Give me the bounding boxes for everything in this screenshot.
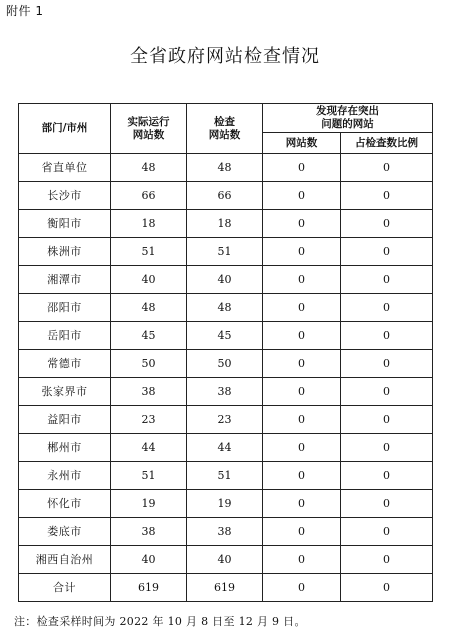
header-running-line2: 网站数 xyxy=(132,128,165,141)
table-row xyxy=(19,462,433,490)
cell-issue-count: 0 xyxy=(263,546,341,574)
header-checked-line1: 检查 xyxy=(214,115,235,128)
table-body xyxy=(19,154,433,602)
header-issue-ratio: 占检查数比例 xyxy=(341,133,433,154)
cell-running-sites: 18 xyxy=(111,210,187,238)
table-row xyxy=(19,490,433,518)
cell-checked-sites: 66 xyxy=(187,182,263,210)
cell-issue-ratio: 0 xyxy=(341,238,433,266)
cell-issue-ratio: 0 xyxy=(341,434,433,462)
cell-issue-count: 0 xyxy=(263,266,341,294)
cell-issue-ratio: 0 xyxy=(341,322,433,350)
cell-dept-name: 怀化市 xyxy=(19,490,111,518)
header-running-sites xyxy=(111,104,187,154)
cell-running-sites: 45 xyxy=(111,322,187,350)
cell-issue-ratio: 0 xyxy=(341,462,433,490)
cell-running-sites: 48 xyxy=(111,154,187,182)
inspection-table xyxy=(18,103,433,602)
cell-checked-sites: 50 xyxy=(187,350,263,378)
cell-issue-ratio: 0 xyxy=(341,266,433,294)
document-title: 全省政府网站检查情况 xyxy=(130,46,320,67)
table-row xyxy=(19,154,433,182)
table-row xyxy=(19,574,433,602)
cell-issue-count: 0 xyxy=(263,238,341,266)
table-row xyxy=(19,266,433,294)
header-issue-group-line1: 发现存在突出 xyxy=(316,105,379,117)
cell-checked-sites: 48 xyxy=(187,294,263,322)
header-issue-count: 网站数 xyxy=(263,133,341,154)
table-row xyxy=(19,378,433,406)
cell-running-sites: 38 xyxy=(111,518,187,546)
cell-dept-name: 永州市 xyxy=(19,462,111,490)
cell-issue-ratio: 0 xyxy=(341,406,433,434)
cell-running-sites: 44 xyxy=(111,434,187,462)
cell-issue-count: 0 xyxy=(263,518,341,546)
table-header-row xyxy=(19,104,433,133)
cell-running-sites: 23 xyxy=(111,406,187,434)
cell-running-sites: 19 xyxy=(111,490,187,518)
cell-dept-name: 郴州市 xyxy=(19,434,111,462)
footnote: 注：检查采样时间为 2022 年 10 月 8 日至 12 月 9 日。 xyxy=(14,615,306,628)
cell-issue-count: 0 xyxy=(263,322,341,350)
cell-issue-count: 0 xyxy=(263,462,341,490)
cell-checked-sites: 51 xyxy=(187,238,263,266)
cell-issue-ratio: 0 xyxy=(341,210,433,238)
header-running-line1: 实际运行 xyxy=(127,115,170,128)
header-issue-group xyxy=(263,104,433,133)
cell-issue-ratio: 0 xyxy=(341,546,433,574)
header-checked-sites xyxy=(187,104,263,154)
cell-running-sites: 40 xyxy=(111,266,187,294)
header-checked-line2: 网站数 xyxy=(208,128,241,141)
cell-issue-ratio: 0 xyxy=(341,518,433,546)
cell-dept-name: 省直单位 xyxy=(19,154,111,182)
cell-dept-name: 益阳市 xyxy=(19,406,111,434)
cell-running-sites: 48 xyxy=(111,294,187,322)
table-row xyxy=(19,238,433,266)
cell-checked-sites: 18 xyxy=(187,210,263,238)
cell-issue-count: 0 xyxy=(263,574,341,602)
cell-checked-sites: 40 xyxy=(187,266,263,294)
cell-issue-count: 0 xyxy=(263,182,341,210)
cell-dept-name: 娄底市 xyxy=(19,518,111,546)
cell-checked-sites: 19 xyxy=(187,490,263,518)
cell-checked-sites: 40 xyxy=(187,546,263,574)
cell-issue-count: 0 xyxy=(263,350,341,378)
cell-dept-name: 湘潭市 xyxy=(19,266,111,294)
cell-checked-sites: 45 xyxy=(187,322,263,350)
cell-dept-name: 合计 xyxy=(19,574,111,602)
cell-issue-count: 0 xyxy=(263,154,341,182)
cell-issue-ratio: 0 xyxy=(341,574,433,602)
cell-checked-sites: 619 xyxy=(187,574,263,602)
cell-issue-count: 0 xyxy=(263,210,341,238)
cell-checked-sites: 38 xyxy=(187,518,263,546)
table-row xyxy=(19,210,433,238)
cell-issue-ratio: 0 xyxy=(341,378,433,406)
cell-issue-count: 0 xyxy=(263,406,341,434)
attachment-label: 附件 1 xyxy=(6,4,44,18)
cell-issue-count: 0 xyxy=(263,490,341,518)
cell-dept-name: 岳阳市 xyxy=(19,322,111,350)
table-row xyxy=(19,294,433,322)
table-row xyxy=(19,182,433,210)
table-row xyxy=(19,546,433,574)
cell-checked-sites: 38 xyxy=(187,378,263,406)
cell-checked-sites: 48 xyxy=(187,154,263,182)
cell-checked-sites: 23 xyxy=(187,406,263,434)
cell-dept-name: 株洲市 xyxy=(19,238,111,266)
cell-issue-count: 0 xyxy=(263,294,341,322)
cell-issue-ratio: 0 xyxy=(341,490,433,518)
table-row xyxy=(19,350,433,378)
cell-dept-name: 衡阳市 xyxy=(19,210,111,238)
cell-running-sites: 66 xyxy=(111,182,187,210)
cell-checked-sites: 44 xyxy=(187,434,263,462)
cell-issue-ratio: 0 xyxy=(341,154,433,182)
header-issue-group-line2: 问题的网站 xyxy=(321,118,374,130)
cell-running-sites: 51 xyxy=(111,238,187,266)
table-row xyxy=(19,406,433,434)
table-row xyxy=(19,434,433,462)
cell-checked-sites: 51 xyxy=(187,462,263,490)
cell-running-sites: 51 xyxy=(111,462,187,490)
cell-dept-name: 张家界市 xyxy=(19,378,111,406)
cell-dept-name: 长沙市 xyxy=(19,182,111,210)
cell-issue-count: 0 xyxy=(263,434,341,462)
cell-dept-name: 常德市 xyxy=(19,350,111,378)
cell-issue-ratio: 0 xyxy=(341,182,433,210)
cell-dept-name: 湘西自治州 xyxy=(19,546,111,574)
table-row xyxy=(19,518,433,546)
cell-running-sites: 50 xyxy=(111,350,187,378)
cell-issue-ratio: 0 xyxy=(341,294,433,322)
cell-issue-count: 0 xyxy=(263,378,341,406)
cell-running-sites: 38 xyxy=(111,378,187,406)
cell-running-sites: 40 xyxy=(111,546,187,574)
cell-issue-ratio: 0 xyxy=(341,350,433,378)
header-dept: 部门/市州 xyxy=(19,104,111,154)
cell-running-sites: 619 xyxy=(111,574,187,602)
table-row xyxy=(19,322,433,350)
cell-dept-name: 邵阳市 xyxy=(19,294,111,322)
